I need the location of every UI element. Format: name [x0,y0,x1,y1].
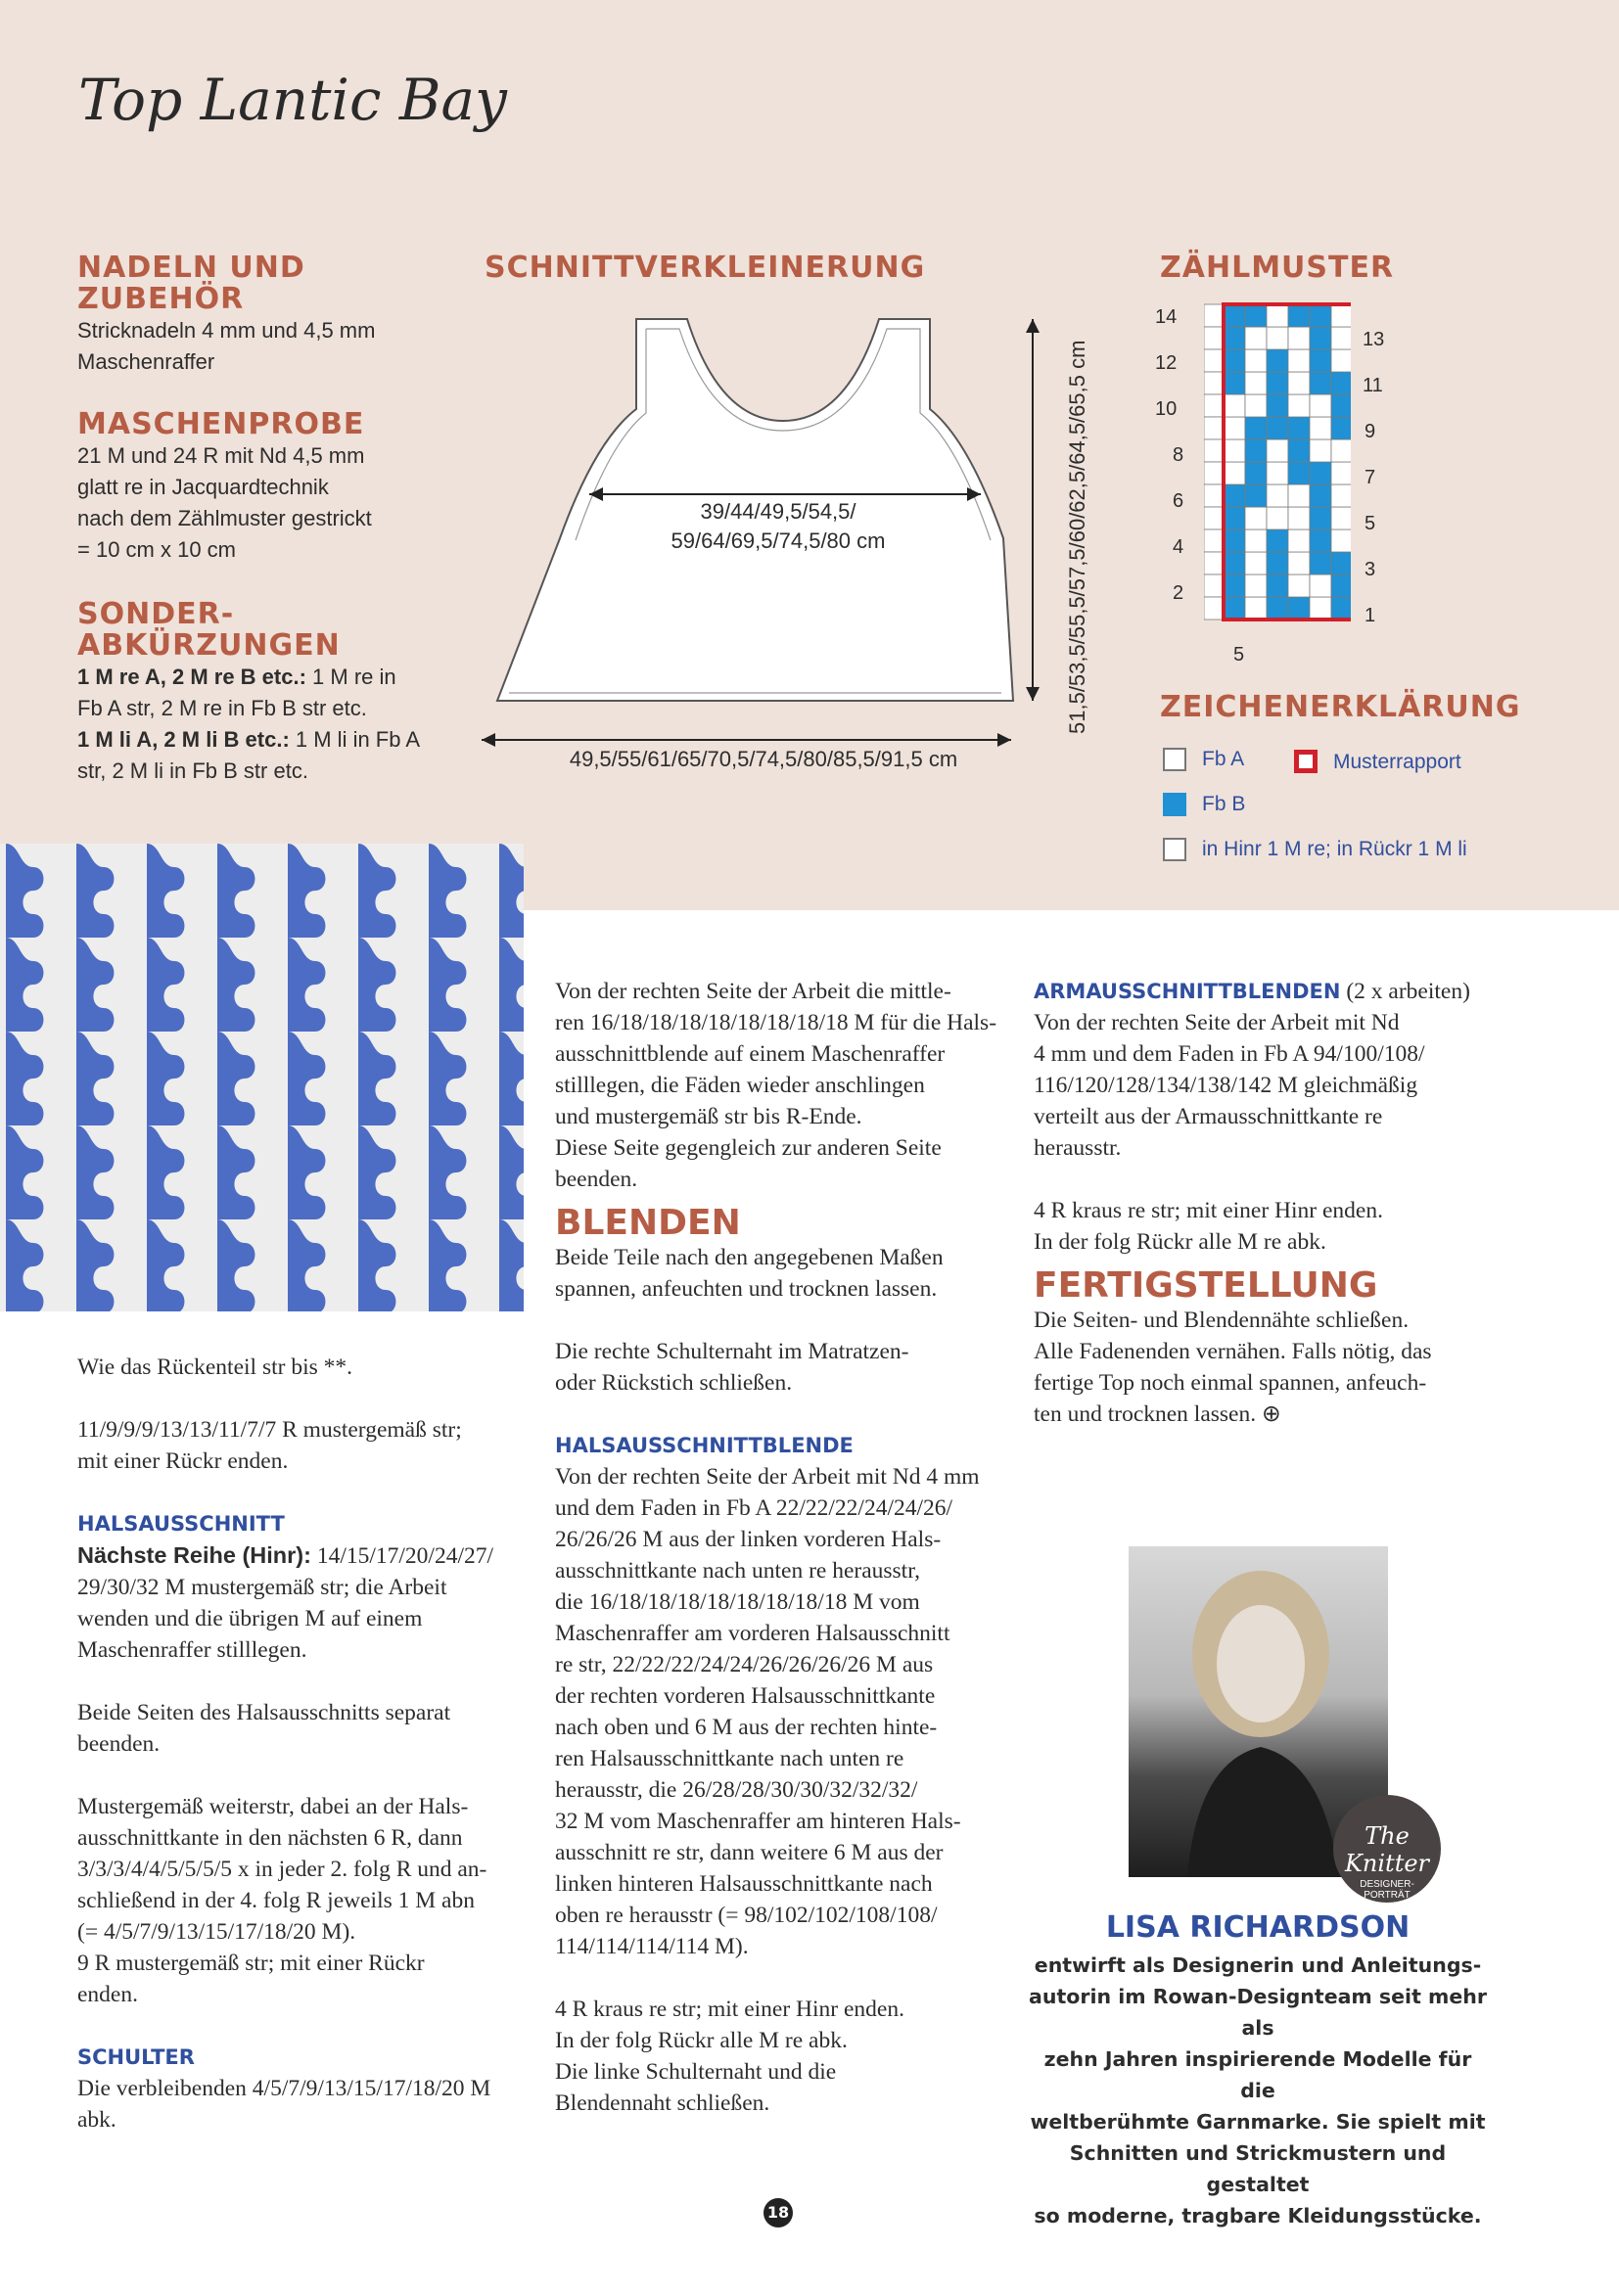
chart-cell [1245,507,1267,529]
chart-cell [1245,597,1267,620]
text-line: Von der rechten Seite der Arbeit mit Nd 4 mm [555,1464,980,1490]
chart-cell [1310,484,1331,507]
chart-cell [1224,462,1245,484]
sonder-item-cont: str, 2 M li in Fb B str etc. [77,758,308,783]
fertigstellung-heading: FERTIGSTELLUNG [1034,1265,1378,1306]
text-line: Die rechte Schulternaht im Matratzen- [555,1339,909,1364]
bio-line: zehn Jahren inspirierende Modelle für die [1043,2047,1472,2102]
text-line: fertige Top noch einmal spannen, anfeuch- [1034,1370,1427,1396]
chart-cell [1224,327,1245,349]
text-line: ren 16/18/18/18/18/18/18/18/18 M für die Hals- [555,1010,997,1035]
chart-cell [1288,552,1310,574]
text-line: Beide Teile nach den angegebenen Maßen [555,1245,944,1270]
chest-line-1: 39/44/49,5/54,5/ [700,499,856,524]
chart-cell [1331,507,1351,529]
text-line: der rechten vorderen Halsausschnittkante [555,1683,936,1709]
bio-line: Schnitten und Strickmustern und gestaltet [1069,2141,1447,2196]
text-line: 116/120/128/134/138/142 M gleichmäßig [1034,1073,1418,1098]
chart-cell [1224,529,1245,552]
chart-cell [1288,304,1310,327]
chart-cell [1310,417,1331,439]
text-line: ausschnittkante nach unten re herausstr, [555,1558,920,1584]
author-name: LISA RICHARDSON [1105,1910,1411,1945]
row-number: 9 [1365,421,1376,442]
chest-line-2: 59/64/69,5/74,5/80 cm [671,528,886,553]
chart-edge-cell [1204,484,1224,507]
chart-cell [1310,529,1331,552]
chart-edge-cell [1204,349,1224,372]
chart-edge-cell [1204,439,1224,462]
chart-cell [1267,417,1288,439]
chart-cell [1267,327,1288,349]
chart-cell [1310,597,1331,620]
chart-cell [1288,462,1310,484]
chart-cell [1331,484,1351,507]
armausschnitt-heading: ARMAUSSCHNITTBLENDEN [1034,980,1341,1003]
column-3 [1034,976,1494,1430]
chart-cell [1267,462,1288,484]
row-number: 11 [1363,375,1383,396]
text-line: In der folg Rückr alle M re abk. [555,2028,848,2053]
chart-edge-cell [1204,597,1224,620]
text-line: Von der rechten Seite der Arbeit mit Nd [1034,1010,1400,1035]
text-line: ren Halsausschnittkante nach unten re [555,1746,904,1771]
knitter-badge [1333,1795,1441,1903]
text-line: herausstr, die 26/28/28/30/30/32/32/32/ [555,1777,918,1803]
maschenprobe-heading: MASCHENPROBE [77,407,365,441]
text-line: ausschnitt re str, dann weitere 6 M aus der [555,1840,944,1865]
nadeln-line: Maschenraffer [77,349,215,374]
chart-cell [1288,574,1310,597]
text-line: verteilt aus der Armausschnittkante re [1034,1104,1383,1129]
text-line: abk. [77,2107,116,2133]
chest-measurement [617,497,940,556]
chart-cell [1245,439,1267,462]
text-line: Mustergemäß weiterstr, dabei an der Hals- [77,1794,469,1819]
sonder-item-text: 1 M re in [305,665,396,689]
chart-cell [1331,304,1351,327]
legend-swatch-hinr [1163,838,1186,861]
chart-cell [1245,417,1267,439]
sonder-item-term: 1 M li A, 2 M li B etc.: [77,727,290,752]
text-line: Wie das Rückenteil str bis **. [77,1355,353,1380]
height-measurement: 51,5/53,5/55,5/57,5/60/62,5/64,5/65,5 cm [1065,340,1089,734]
schnitt-heading: SCHNITTVERKLEINERUNG [485,251,926,285]
halsausschnitt-heading: HALSAUSSCHNITT [77,1512,285,1536]
page-number: 18 [763,2198,793,2227]
chart-cell [1224,349,1245,372]
text-line: 114/114/114/114 M). [555,1934,749,1959]
row-number: 8 [1173,444,1184,466]
text-line: stilllegen, die Fäden wieder anschlingen [555,1073,925,1098]
text-line: 4 R kraus re str; mit einer Hinr enden. [555,1997,904,2022]
maschenprobe-line: nach dem Zählmuster gestrickt [77,506,372,530]
sonder-item-term: 1 M re A, 2 M re B etc.: [77,665,306,689]
chart-cell [1267,372,1288,394]
halsblende-heading: HALSAUSSCHNITTBLENDE [555,1434,854,1457]
legend-label-rapport: Musterrapport [1333,751,1461,773]
chart-cell [1267,597,1288,620]
chart-cell [1310,304,1331,327]
text-line: beenden. [77,1731,161,1757]
chart-edge-cell [1204,304,1224,327]
chart-cell [1267,529,1288,552]
legend-swatch-fb-a [1163,748,1186,771]
blenden-heading: BLENDEN [555,1203,741,1243]
stitch-number: 5 [1233,644,1245,666]
chart-cell [1224,417,1245,439]
text-line: ten und trocknen lassen. ⊕ [1034,1401,1281,1427]
chart-cell [1288,394,1310,417]
row-number: 12 [1155,352,1178,374]
chart-cell [1245,529,1267,552]
chart-edge-cell [1204,462,1224,484]
sonder-item-cont: Fb A str, 2 M re in Fb B str etc. [77,696,367,720]
chart-cell [1310,349,1331,372]
maschenprobe-line: = 10 cm x 10 cm [77,537,237,562]
text-line: 29/30/32 M mustergemäß str; die Arbeit [77,1575,447,1600]
chart-edge-cell [1204,394,1224,417]
chart-cell [1267,349,1288,372]
legend-heading: ZEICHENERKLÄRUNG [1160,690,1521,724]
knit-swatch-image [0,844,524,1311]
page-title: Top Lantic Bay [78,67,507,133]
text-line: Maschenraffer am vorderen Halsausschnitt [555,1621,950,1646]
text-line: linken hinteren Halsausschnittkante nach [555,1871,933,1897]
bio-line: weltberühmte Garnmarke. Sie spielt mit [1030,2110,1486,2134]
row-number: 10 [1155,398,1178,420]
text-line: nach oben und 6 M aus der rechten hinte- [555,1715,938,1740]
text-line: 32 M vom Maschenraffer am hinteren Hals- [555,1809,961,1834]
chart-edge-cell [1204,417,1224,439]
chart-cell [1267,507,1288,529]
chart-cell [1267,304,1288,327]
text-line: mit einer Rückr enden. [77,1448,289,1474]
chart-cell [1331,327,1351,349]
chart-edge-cell [1204,574,1224,597]
chart-cell [1245,574,1267,597]
row-number: 1 [1365,605,1376,626]
chart-cell [1310,552,1331,574]
nadeln-section [77,253,410,378]
chart-cell [1331,417,1351,439]
sonder-section [77,599,449,787]
row-number: 6 [1173,490,1184,512]
zaehlmuster-heading: ZÄHLMUSTER [1160,251,1395,285]
text-line: Diese Seite gegengleich zur anderen Seite [555,1135,942,1161]
chart-cell [1245,372,1267,394]
chart-cell [1331,372,1351,394]
sonder-item [77,724,449,756]
text-line: In der folg Rückr alle M re abk. [1034,1229,1326,1255]
chart-cell [1310,439,1331,462]
text-line [1034,976,1494,1007]
chart-cell [1331,349,1351,372]
bio-line: autorin im Rowan-Designteam seit mehr als [1029,1985,1487,2040]
chart-cell [1224,304,1245,327]
chart-cell [1331,552,1351,574]
maschenprobe-line: 21 M und 24 R mit Nd 4,5 mm [77,443,365,468]
chart-cell [1310,327,1331,349]
text-line: Maschenraffer stilllegen. [77,1637,307,1663]
instruction-term: Nächste Reihe (Hinr): [77,1542,311,1568]
text-line: wenden und die übrigen M auf einem [77,1606,423,1631]
text-line: 9 R mustergemäß str; mit einer Rückr [77,1951,425,1976]
chart-cell [1245,484,1267,507]
row-number: 13 [1363,329,1385,350]
text-line: schließend in der 4. folg R jeweils 1 M abn [77,1888,475,1913]
chart-cell [1288,507,1310,529]
text-line: Die verbleibenden 4/5/7/9/13/15/17/18/20 M [77,2076,491,2101]
text-line: 4 mm und dem Faden in Fb A 94/100/108/ [1034,1041,1425,1067]
chart-edge-cell [1204,372,1224,394]
chart-cell [1288,327,1310,349]
chart-cell [1331,597,1351,620]
badge-line: DESIGNER- [1360,1879,1414,1890]
chart-cell [1331,394,1351,417]
chart-cell [1224,552,1245,574]
chart-cell [1267,574,1288,597]
chart-cell [1267,394,1288,417]
bottom-measurement: 49,5/55/61/65/70,5/74,5/80/85,5/91,5 cm [569,747,958,771]
armausschnitt-suffix: (2 x arbeiten) [1340,979,1470,1004]
text-line: und dem Faden in Fb A 22/22/22/24/24/26/ [555,1495,953,1521]
chart-cell [1288,597,1310,620]
bio-line: entwirft als Designerin und Anleitungs- [1034,1953,1482,1977]
chart-cell [1288,372,1310,394]
row-number: 7 [1365,467,1376,488]
legend-label-fb-b: Fb B [1202,793,1246,815]
chart-cell [1224,597,1245,620]
chart-cell [1331,574,1351,597]
chart-edge-cell [1204,327,1224,349]
legend-swatch-rapport [1294,750,1318,773]
chart-cell [1267,439,1288,462]
row-number: 2 [1173,582,1184,604]
row-number: 3 [1365,559,1376,580]
text-line: enden. [77,1982,138,2007]
chart-edge-cell [1204,507,1224,529]
chart-cell [1267,484,1288,507]
row-number: 5 [1365,513,1376,534]
chart-cell [1245,394,1267,417]
chart-cell [1310,574,1331,597]
chart-edge-cell [1204,529,1224,552]
text-line: ausschnittblende auf einem Maschenraffer [555,1041,946,1067]
knit-chart-grid [1204,298,1351,631]
chart-cell [1224,372,1245,394]
text-line: beenden. [555,1167,638,1192]
chart-cell [1245,552,1267,574]
maschenprobe-section [77,409,430,566]
bio-line: so moderne, tragbare Kleidungsstücke. [1034,2204,1482,2227]
legend-swatch-fb-b [1163,793,1186,816]
text-line: spannen, anfeuchten und trocknen lassen. [555,1276,938,1302]
chart-cell [1245,462,1267,484]
schulter-heading: SCHULTER [77,2045,195,2069]
chart-edge-cell [1204,552,1224,574]
text-line: Beide Seiten des Halsausschnitts separat [77,1700,451,1725]
author-bio [1028,1950,1488,2231]
text-line: Blendennaht schließen. [555,2090,770,2116]
text-line: 4 R kraus re str; mit einer Hinr enden. [1034,1198,1383,1223]
chart-cell [1331,462,1351,484]
chart-cell [1245,349,1267,372]
chart-cell [1288,417,1310,439]
chart-cell [1310,372,1331,394]
badge-line: PORTRÄT [1364,1890,1411,1901]
text-line: oben re herausstr (= 98/102/102/108/108/ [555,1903,938,1928]
text-line: 11/9/9/9/13/13/11/7/7 R mustergemäß str; [77,1417,462,1443]
chart-cell [1288,439,1310,462]
maschenprobe-line: glatt re in Jacquardtechnik [77,475,329,499]
row-number: 14 [1155,306,1178,328]
nadeln-heading: NADELN UND ZUBEHÖR [77,251,305,316]
nadeln-line: Stricknadeln 4 mm und 4,5 mm [77,318,376,343]
text-line: herausstr. [1034,1135,1122,1161]
chart-cell [1310,507,1331,529]
text-line: die 16/18/18/18/18/18/18/18/18 M vom [555,1589,920,1615]
text-line: Von der rechten Seite der Arbeit die mittle- [555,979,951,1004]
text-line [77,1539,547,1572]
chart-cell [1224,484,1245,507]
sonder-item-text: 1 M li in Fb A [289,727,421,752]
sonder-heading-2: ABKÜRZUNGEN [77,628,341,663]
chart-cell [1310,394,1331,417]
chart-cell [1267,552,1288,574]
text-line: 26/26/26 M aus der linken vorderen Hals- [555,1527,942,1552]
chart-cell [1224,574,1245,597]
sonder-heading-1: SONDER- [77,597,235,631]
text-line: Die linke Schulternaht und die [555,2059,837,2085]
row-number: 4 [1173,536,1184,558]
chart-cell [1331,529,1351,552]
legend-label-hinr: in Hinr 1 M re; in Rückr 1 M li [1202,838,1467,860]
chart-cell [1245,304,1267,327]
text-line: Die Seiten- und Blendennähte schließen. [1034,1308,1410,1333]
text-line: ausschnittkante in den nächsten 6 R, dann [77,1825,463,1851]
text-line: und mustergemäß str bis R-Ende. [555,1104,862,1129]
badge-logo: The Knitter [1344,1822,1430,1877]
chart-cell [1288,349,1310,372]
chart-cell [1224,507,1245,529]
text-line: re str, 22/22/22/24/24/26/26/26/26 M aus [555,1652,934,1677]
chart-cell [1288,484,1310,507]
text-line: (= 4/5/7/9/13/15/17/18/20 M). [77,1919,356,1945]
chart-cell [1331,439,1351,462]
chart-cell [1310,462,1331,484]
chart-cell [1288,529,1310,552]
legend-label-fb-a: Fb A [1202,748,1245,770]
chart-cell [1224,439,1245,462]
text-line: 3/3/3/4/4/5/5/5/5 x in jeder 2. folg R und an- [77,1857,487,1882]
chart-cell [1224,394,1245,417]
sonder-item [77,662,449,693]
text-line: Alle Fadenenden vernähen. Falls nötig, das [1034,1339,1432,1364]
text-line: oder Rückstich schließen. [555,1370,793,1396]
column-1 [77,1352,547,2135]
instruction-text: 14/15/17/20/24/27/ [310,1543,494,1569]
chart-cell [1245,327,1267,349]
column-2 [555,976,1015,2119]
